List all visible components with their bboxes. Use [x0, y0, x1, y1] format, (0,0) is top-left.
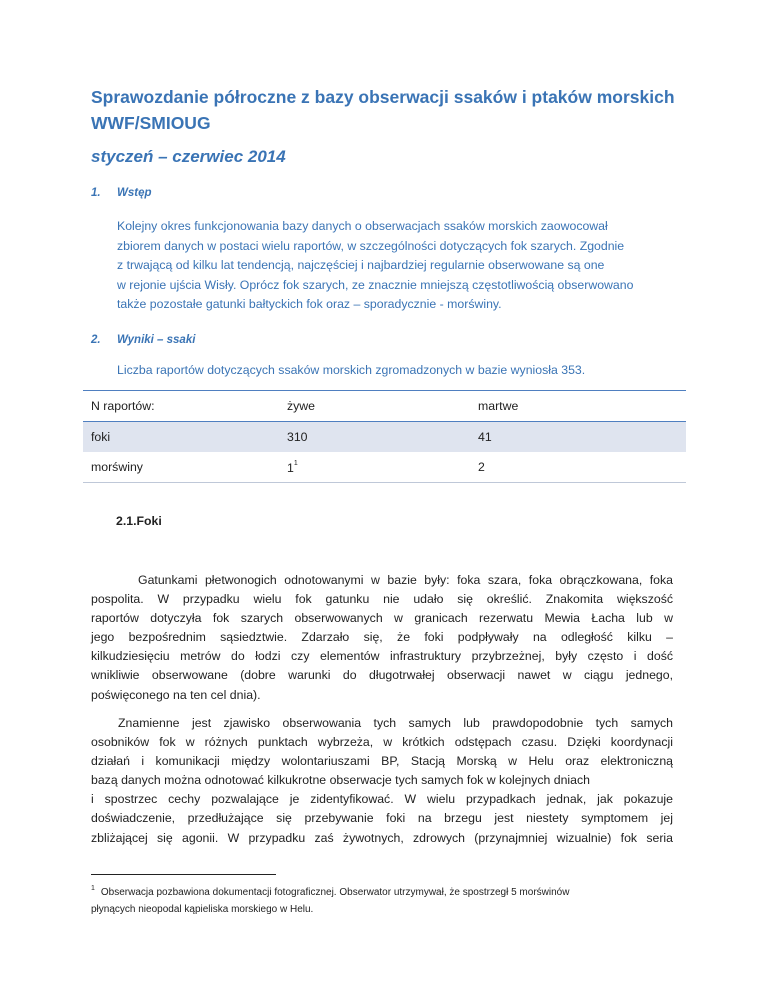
report-count-table: [83, 390, 686, 483]
section-number: 2.: [91, 334, 101, 346]
body-paragraph-1: [91, 571, 673, 705]
paragraph-line: pospolita. W przypadku wielu fok gatunku nie udało się określić. Znakomita większość: [91, 592, 673, 607]
table-header-cell: N raportów:: [83, 391, 279, 422]
paragraph-line: doświadczenie, przedłużające się przebywanie foki na brzegu jest niestety symptomem jej: [91, 811, 673, 826]
paragraph-line: Gatunkami płetwonogich odnotowanymi w bazie były: foka szara, foka obrączkowana, foka: [138, 573, 673, 587]
footnote-reference[interactable]: 1: [293, 459, 298, 467]
report-title: [91, 84, 691, 136]
intro-line: z trwającą od kilku lat tendencją, najczęściej i najbardziej regularnie obserwowane są one: [117, 258, 605, 272]
report-title-line-1: Sprawozdanie półroczne z bazy obserwacji ssaków i ptaków morskich: [91, 87, 675, 107]
section-number: 1.: [91, 187, 101, 199]
paragraph-line: i spostrzec cechy pozwalające je zidentyfikować. W wielu przypadkach jednak, jak pokazuje: [91, 792, 673, 807]
paragraph-line: wnikliwie obserwowane (dobre warunki do długotrwałej obserwacji nawet w ciągu jednego,: [91, 668, 673, 683]
table-row: [83, 422, 686, 453]
row-label: foki: [83, 422, 279, 453]
alive-count-cell: [279, 452, 470, 483]
table-row: [83, 452, 686, 483]
footnote-text: Obserwacja pozbawiona dokumentacji fotograficznej. Obserwator utrzymywał, że spostrzegł 5 morświnów: [100, 887, 570, 898]
dead-count: 41: [470, 422, 686, 453]
section-title: Wyniki – ssaki: [117, 334, 196, 346]
paragraph-line: bazą danych można odnotować kilkukrotne obserwacje tych samych fok w kolejnych dniach: [91, 773, 590, 788]
report-period: styczeń – czerwiec 2014: [91, 147, 286, 166]
paragraph-line: kilkudziesięciu metrów do łodzi czy elementów infrastruktury przybrzeżnej, były często i dość: [91, 649, 673, 664]
subsection-heading: 2.1.Foki: [116, 514, 162, 528]
section-title: Wstęp: [117, 187, 152, 199]
paragraph-line: osobników fok w różnych punktach wybrzeża, w krótkich odstępach czasu. Dzięki koordynacji: [91, 735, 673, 750]
section-heading-results: [91, 334, 195, 346]
paragraph-line: poświęconego na ten cel dnia).: [91, 687, 261, 702]
intro-line: w rejonie ujścia Wisły. Oprócz fok szarych, ze znacznie mniejszą częstotliwością obserwowano: [117, 277, 634, 292]
intro-line: Kolejny okres funkcjonowania bazy danych o obserwacjach ssaków morskich zaowocował: [117, 219, 608, 233]
results-summary: Liczba raportów dotyczących ssaków morskich zgromadzonych w bazie wyniosła 353.: [117, 363, 586, 377]
footnote-line-1: [91, 880, 673, 901]
footnote-marker: 1: [91, 885, 95, 892]
dead-count: 2: [470, 452, 686, 483]
body-paragraph-2: [91, 714, 673, 848]
row-label: morświny: [83, 452, 279, 483]
section-heading-intro: [91, 187, 152, 199]
alive-count: 310: [279, 422, 470, 453]
footnote-separator: [91, 874, 276, 875]
report-title-line-2: WWF/SMIOUG: [91, 113, 211, 133]
paragraph-line: Znamienne jest zjawisko obserwowania tych samych lub prawdopodobnie tych samych: [118, 716, 673, 730]
table-header-row: [83, 391, 686, 422]
table-header-cell: martwe: [470, 391, 686, 422]
paragraph-line: raportów dotyczyła fok szarych obserwowanych w granicach rezerwatu Mewia Łacha lub w: [91, 611, 673, 626]
intro-line: także pozostałe gatunki bałtyckich fok oraz – sporadycznie - morświny.: [117, 297, 502, 311]
paragraph-line: jego bezpośrednim sąsiedztwie. Zdarzało się, że foki podpływały na odległość kilku –: [91, 630, 673, 645]
paragraph-line: działań i komunikacji między wolontariuszami BP, Stacją Morską w Helu oraz elektroniczną: [91, 754, 673, 769]
intro-paragraph: [117, 217, 673, 315]
footnote-line-2: płynących nieopodal kąpieliska morskiego w Helu.: [91, 904, 314, 915]
footnote: [91, 880, 673, 918]
table-header-cell: żywe: [279, 391, 470, 422]
alive-count: 1: [287, 460, 294, 475]
paragraph-line: zbliżającej się agonii. W przypadku zaś żywotnych, zdrowych (przynajmniej wizualnie) fok seria: [91, 830, 673, 845]
intro-line: zbiorem danych w postaci wielu raportów, w szczególności dotyczących fok szarych. Zgodnie: [117, 238, 625, 253]
